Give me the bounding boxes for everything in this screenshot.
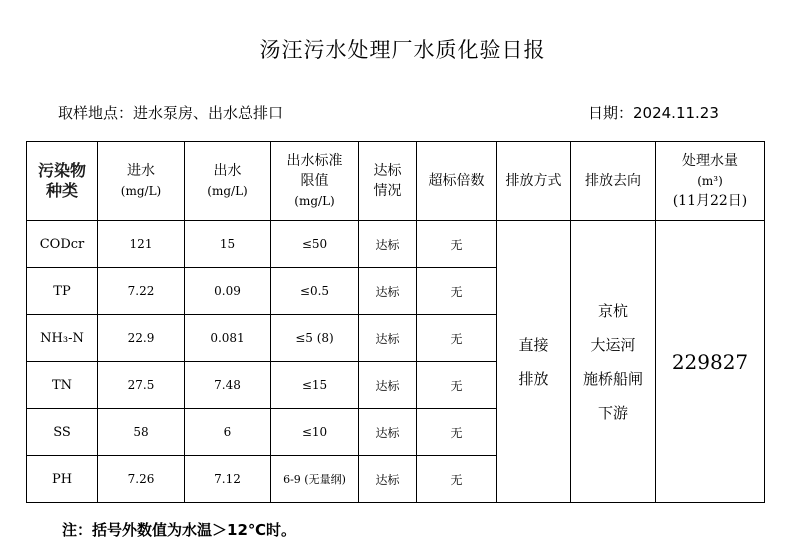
limit-value: ≤10 [271,409,359,456]
outflow-value: 15 [185,221,271,268]
header-limit-line2: 限值 [300,173,329,189]
header-outflow-unit: (mg/L) [207,184,248,198]
header-status-line2: 情况 [373,183,402,199]
header-pollutant-line1: 污染物 [37,161,86,180]
header-inflow [98,142,185,221]
inflow-value: 7.26 [98,456,185,503]
header-discharge-method: 排放方式 [497,142,571,221]
inflow-value: 58 [98,409,185,456]
header-limit-line1: 出水标准 [286,153,343,169]
discharge-method-cell [497,221,571,503]
header-limit-unit: (mg/L) [294,194,335,208]
discharge-dest-line1: 京杭 [597,301,628,320]
exceed-value: 无 [417,362,497,409]
header-status-line1: 达标 [373,163,402,179]
header-pollutant [27,142,98,221]
pollutant-name: SS [27,409,98,456]
outflow-value: 6 [185,409,271,456]
footnote: 注：括号外数值为水温＞12℃时。 [62,521,297,539]
exceed-value: 无 [417,268,497,315]
inflow-value: 22.9 [98,315,185,362]
header-exceed: 超标倍数 [417,142,497,221]
limit-value: ≤50 [271,221,359,268]
sampling-location: 取样地点：进水泵房、出水总排口 [58,104,284,122]
outflow-value: 0.081 [185,315,271,362]
pollutant-name: NH₃-N [27,315,98,362]
report-title: 汤汪污水处理厂水质化验日报 [259,38,546,62]
table-header-row [27,142,765,221]
header-outflow-line1: 出水 [213,163,242,179]
water-quality-table [26,141,765,503]
pollutant-name: TP [27,268,98,315]
treated-volume: 229827 [656,221,765,503]
header-inflow-line1: 进水 [127,163,155,179]
header-volume-line1: 处理水量 [682,153,738,169]
status-value: 达标 [359,268,417,315]
discharge-method-line2: 排放 [518,369,549,388]
pollutant-name: TN [27,362,98,409]
header-status [359,142,417,221]
header-volume-date: (11月22日) [672,193,748,209]
limit-value: ≤5 (8) [271,315,359,362]
exceed-value: 无 [417,456,497,503]
limit-value: 6-9 (无量纲) [271,456,359,503]
outflow-value: 0.09 [185,268,271,315]
discharge-dest-cell [571,221,656,503]
discharge-dest-line3: 施桥船闸 [582,369,643,388]
report-date: 日期：2024.11.23 [588,104,719,122]
outflow-value: 7.48 [185,362,271,409]
limit-value: ≤15 [271,362,359,409]
header-volume-unit: (m³) [697,174,723,188]
discharge-dest-line4: 下游 [597,403,628,422]
outflow-value: 7.12 [185,456,271,503]
header-outflow [185,142,271,221]
header-inflow-unit: (mg/L) [120,184,162,198]
status-value: 达标 [359,456,417,503]
header-pollutant-line2: 种类 [45,181,78,200]
inflow-value: 27.5 [98,362,185,409]
header-volume [656,142,765,221]
header-discharge-dest: 排放去向 [571,142,656,221]
pollutant-name: PH [27,456,98,503]
discharge-method-line1: 直接 [518,335,549,354]
header-limit [271,142,359,221]
status-value: 达标 [359,315,417,362]
exceed-value: 无 [417,221,497,268]
exceed-value: 无 [417,409,497,456]
inflow-value: 7.22 [98,268,185,315]
status-value: 达标 [359,221,417,268]
pollutant-name: CODcr [27,221,98,268]
status-value: 达标 [359,409,417,456]
discharge-dest-line2: 大运河 [590,335,636,354]
limit-value: ≤0.5 [271,268,359,315]
table-row [27,221,765,268]
status-value: 达标 [359,362,417,409]
inflow-value: 121 [98,221,185,268]
exceed-value: 无 [417,315,497,362]
